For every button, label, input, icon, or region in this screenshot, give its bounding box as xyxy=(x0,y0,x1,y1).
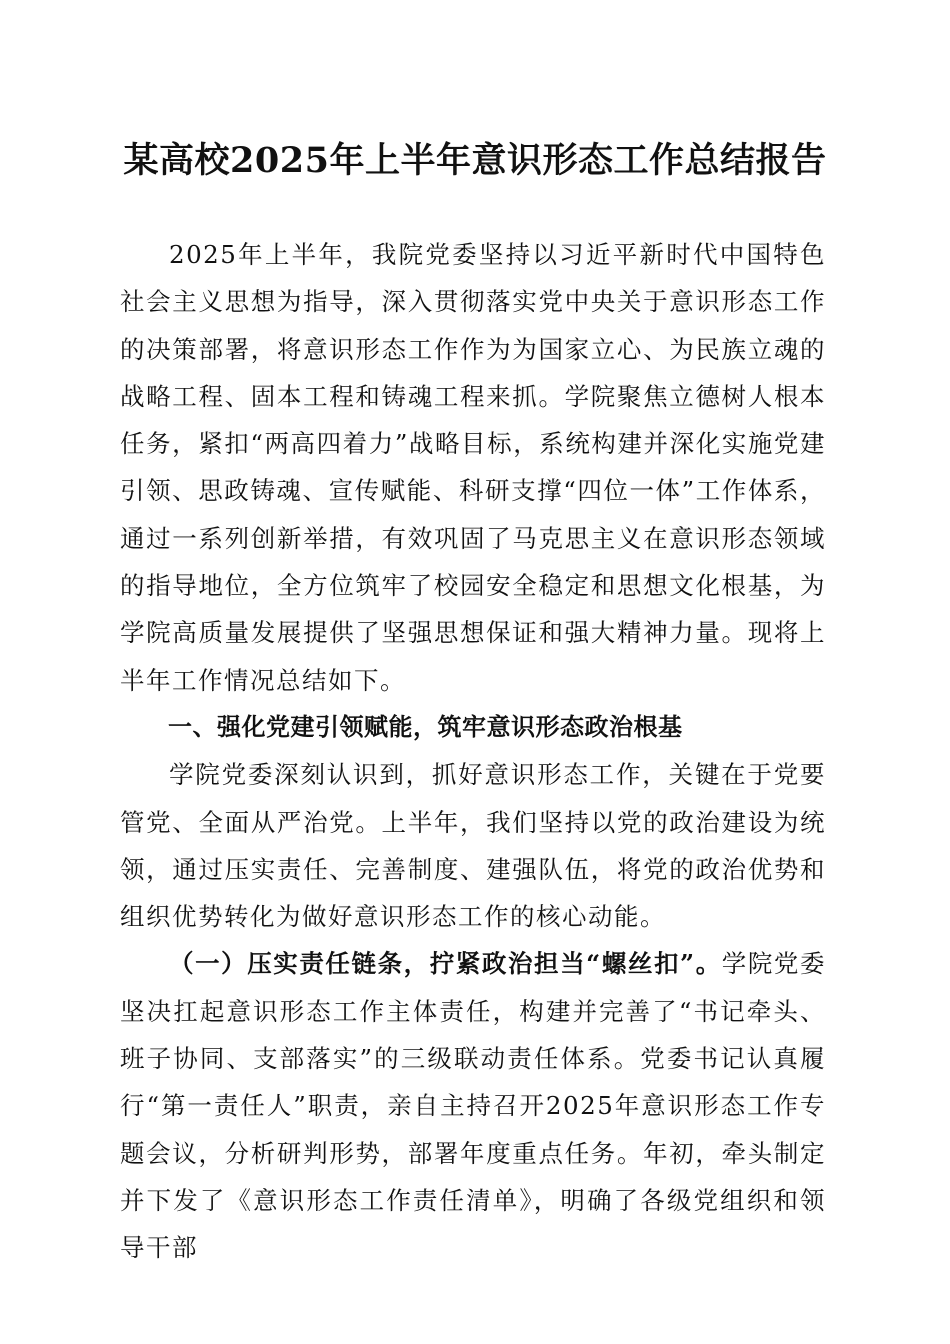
section-1-paragraph: 学院党委深刻认识到，抓好意识形态工作，关键在于党要管党、全面从严治党。上半年，我们坚持以党的政治建设为统领，通过压实责任、完善制度、建强队伍，将党的政治优势和组织优势转化为做好意识形态工作的核心动能。 xyxy=(120,760,826,932)
document-body xyxy=(120,231,826,1272)
subsection-1-paragraph xyxy=(120,940,826,1271)
document-title: 某高校2025年上半年意识形态工作总结报告 xyxy=(123,140,827,181)
subsection-1-text: 学院党委坚决扛起意识形态工作主体责任，构建并完善了“书记牵头、班子协同、支部落实”的三级联动责任体系。党委书记认真履行“第一责任人”职责，亲自主持召开2025年意识形态工作专题会议，分析研判形势，部署年度重点任务。年初，牵头制定并下发了《意识形态工作责任清单》，明确了各级党组织和领导干部 xyxy=(120,949,826,1263)
intro-paragraph: 2025年上半年，我院党委坚持以习近平新时代中国特色社会主义思想为指导，深入贯彻落实党中央关于意识形态工作的决策部署，将意识形态工作作为为国家立心、为民族立魂的战略工程、固本工程和铸魂工程来抓。学院聚焦立德树人根本任务，紧扣“两高四着力”战略目标，系统构建并深化实施党建引领、思政铸魂、宣传赋能、科研支撑“四位一体”工作体系，通过一系列创新举措，有效巩固了马克思主义在意识形态领域的指导地位，全方位筑牢了校园安全稳定和思想文化根基，为学院高质量发展提供了坚强思想保证和强大精神力量。现将上半年工作情况总结如下。 xyxy=(120,240,826,695)
subsection-1-lead: （一）压实责任链条，拧紧政治担当“螺丝扣”。 xyxy=(169,949,722,979)
section-1-heading: 一、强化党建引领赋能，筑牢意识形态政治根基 xyxy=(168,712,683,741)
